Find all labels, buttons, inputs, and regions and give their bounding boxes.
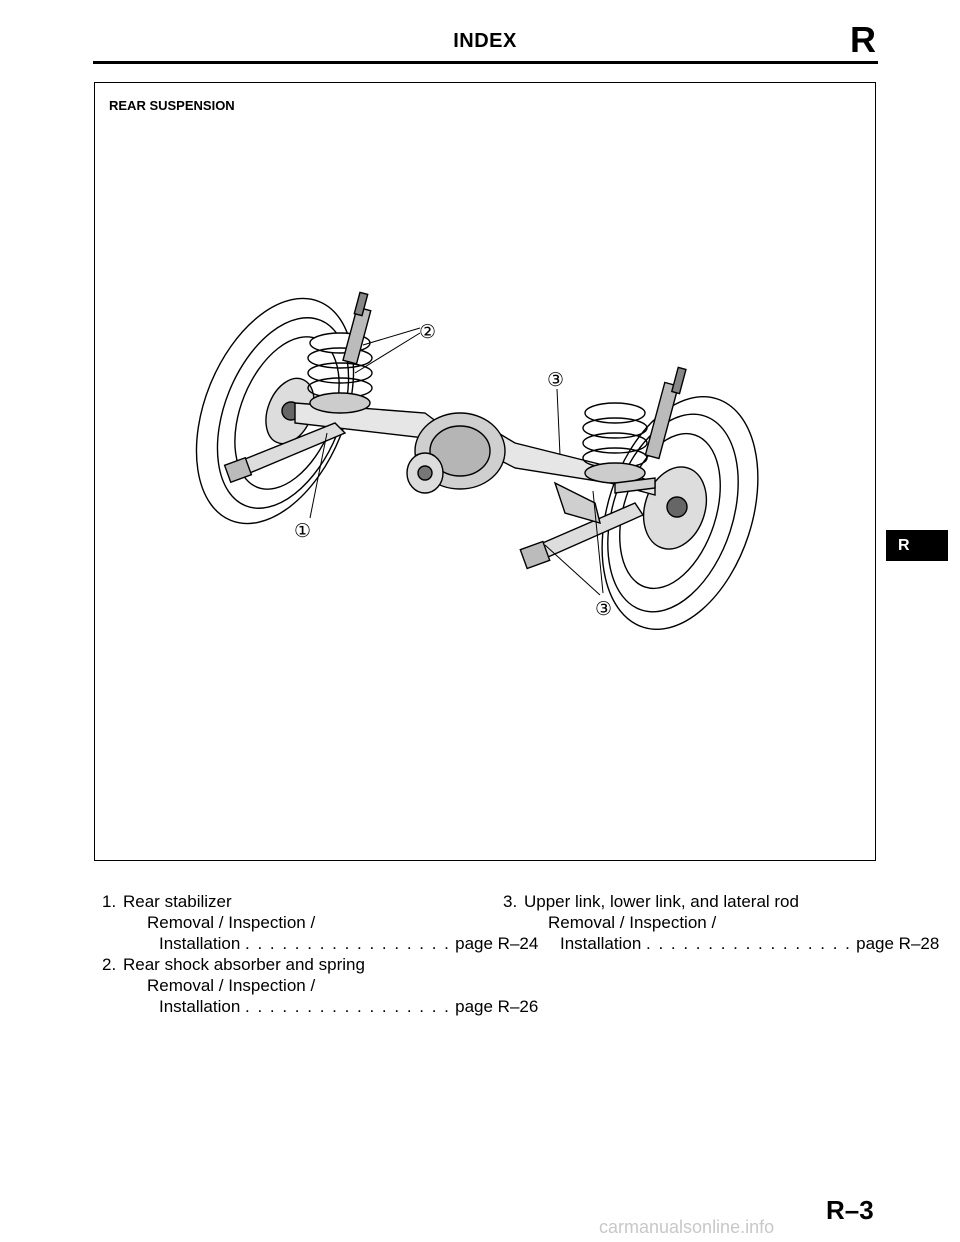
entry-subtitle: Removal / Inspection / <box>147 913 316 932</box>
callout-3-upper: ③ <box>547 369 565 391</box>
entry-number: 2. <box>102 955 117 974</box>
callout-2: ② <box>419 321 437 343</box>
callout-3-lower: ③ <box>595 598 613 620</box>
page-reference: page R–24 <box>455 934 539 953</box>
index-entry-3 <box>503 891 939 954</box>
leader-dots: . . . . . . . . . . . . . . . . . <box>245 997 451 1016</box>
rear-suspension-illustration <box>95 83 877 862</box>
entry-subtitle: Removal / Inspection / <box>548 913 717 932</box>
entry-title: Upper link, lower link, and lateral rod <box>524 892 799 911</box>
section-tab: R <box>886 530 948 561</box>
index-entry-2 <box>102 954 538 1017</box>
leader-dots: . . . . . . . . . . . . . . . . . <box>646 934 852 953</box>
entry-install-label: Installation <box>560 934 642 953</box>
entry-subtitle: Removal / Inspection / <box>147 976 316 995</box>
watermark-text: carmanualsonline.info <box>599 1217 775 1237</box>
leader-dots: . . . . . . . . . . . . . . . . . <box>245 934 451 953</box>
page-title: INDEX <box>453 30 517 52</box>
page-number: R–3 <box>826 1195 874 1225</box>
index-entry-1 <box>102 891 538 954</box>
entry-install-label: Installation <box>159 934 241 953</box>
index-column-right <box>503 891 939 954</box>
entry-title: Rear shock absorber and spring <box>123 955 365 974</box>
entry-number: 3. <box>503 892 518 911</box>
page-reference: page R–26 <box>455 997 539 1016</box>
figure-caption: REAR SUSPENSION <box>109 98 235 113</box>
index-column-left <box>102 891 538 1017</box>
figure-frame <box>94 82 876 861</box>
callout-1: ① <box>294 520 312 542</box>
header-rule <box>93 61 878 64</box>
entry-number: 1. <box>102 892 117 911</box>
section-letter: R <box>850 19 876 60</box>
entry-install-label: Installation <box>159 997 241 1016</box>
page-reference: page R–28 <box>856 934 940 953</box>
entry-title: Rear stabilizer <box>123 892 232 911</box>
